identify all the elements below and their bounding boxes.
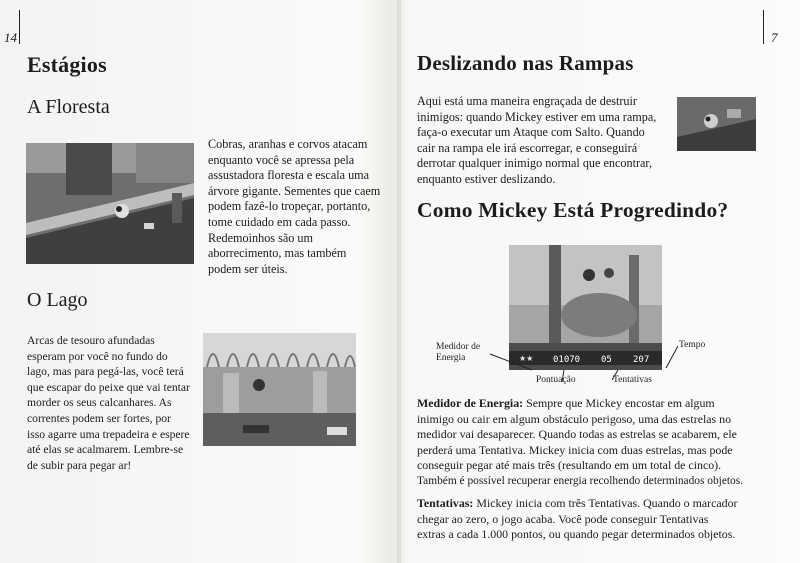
label-score: Pontuação (536, 375, 576, 385)
forest-screenshot (26, 143, 194, 264)
forest-paragraph: Cobras, aranhas e corvos atacam enquanto você se apressa pela assustadora floresta e escala uma árvore gigante. Sementes que caem podem fazê-lo tropeçar, portanto, tome cuidado em cada passo. Redemoinhos são um aborrecimento, mas também podem ser úteis. (208, 137, 381, 276)
energy-paragraph: Medidor de Energia: Sempre que Mickey encostar em algum inimigo ou cair em algum obstáculo perigoso, uma das estrelas no medidor vai desaparecer. Quando todas as estrelas se acabarem, ele perderá uma Tentativa. Mickey inicia com duas estrelas, mas pode conseguir pegar até mais três (resultando em um total de cinco). Também é possível recuperar energia recolhendo determinados objetos. (417, 396, 744, 487)
page-rule-right (763, 10, 764, 44)
hud-tries: 05 (601, 355, 612, 365)
section-title-stages: Estágios (27, 52, 107, 77)
callout-lines (470, 340, 710, 390)
lake-paragraph: Arcas de tesouro afundadas esperam por você no fundo do lago, mas para pegá-las, você terá que escapar do peixe que vai tentar morder os seus calcanhares. As correntes podem ser fortes, por isso agarre uma trepadeira e espere até elas se acalmarem. Lembre-se de subir para pegar ar! (27, 334, 190, 472)
label-energy-meter: Medidor de Energia (436, 342, 481, 363)
page-number-right: 7 (771, 30, 778, 45)
subheading-forest: A Floresta (27, 96, 110, 118)
page-rule-left (19, 10, 20, 44)
lake-screenshot (203, 333, 356, 446)
tries-term: Tentativas: (417, 496, 474, 510)
ramps-screenshot (677, 97, 756, 151)
section-title-ramps: Deslizando nas Rampas (417, 51, 634, 75)
hud-time: 207 (633, 355, 650, 365)
section-title-progress: Como Mickey Está Progredindo? (417, 198, 729, 222)
book-gutter (397, 0, 401, 563)
label-time: Tempo (679, 340, 706, 350)
label-tries: Tentativas (613, 375, 652, 385)
subheading-lake: O Lago (27, 289, 88, 311)
page-number-left: 14 (4, 30, 17, 45)
svg-text:★★: ★★ (519, 354, 534, 363)
tries-paragraph: Tentativas: Mickey inicia com três Tentativas. Quando o marcador chegar ao zero, o jogo acaba. Você pode conseguir Tentativas extras a cada 1.000 pontos, ou quando pegar determinados objetos. (417, 496, 738, 542)
hud-score: 01070 (553, 355, 581, 365)
ramps-paragraph: Aqui está uma maneira engraçada de destruir inimigos: quando Mickey estiver em uma rampa, faça-o executar um Ataque com Salto. Quando cair na rampa ele irá escorregar, e conseguirá derrotar qualquer inimigo normal que encontrar, enquanto estiver deslizando. (417, 94, 657, 186)
energy-term: Medidor de Energia: (417, 396, 524, 410)
